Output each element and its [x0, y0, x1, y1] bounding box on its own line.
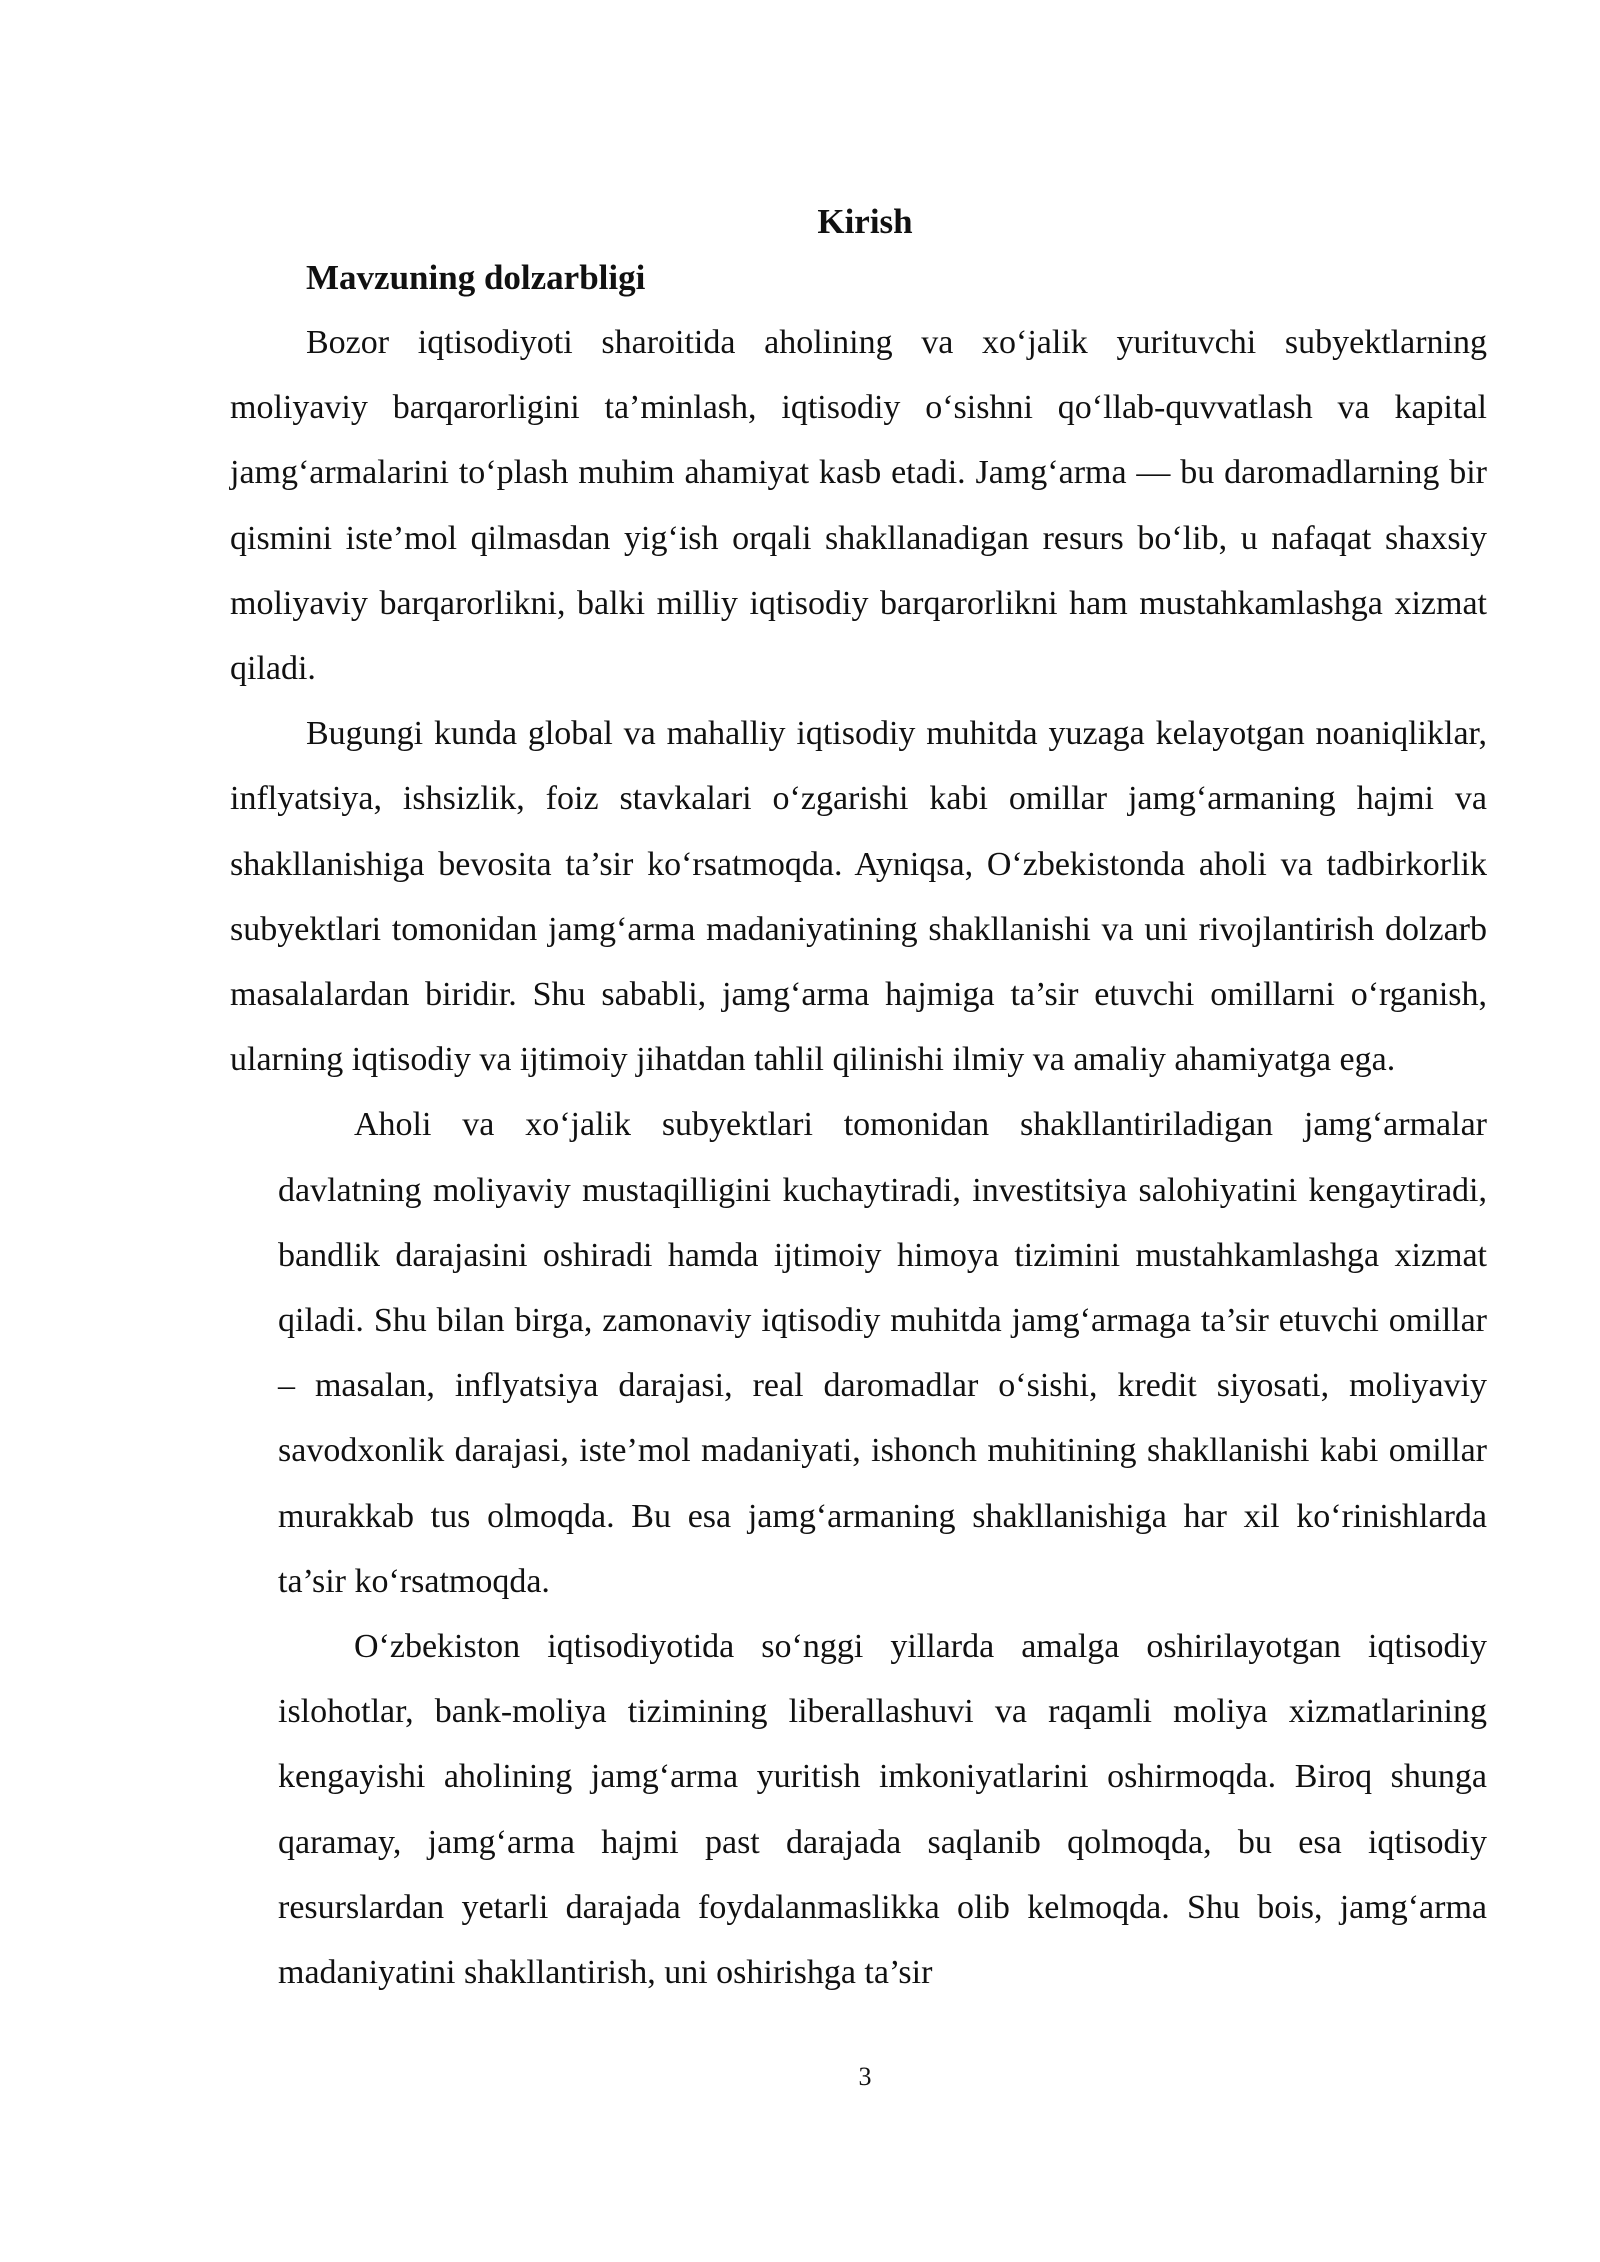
page-number: 3: [858, 2062, 872, 2091]
paragraph-1: Bozor iqtisodiyoti sharoitida aholining va xo‘jalik yurituvchi subyektlarning moliyaviy barqarorligini ta’minlash, iqtisodiy o‘sishni qo‘llab-quvvatlash va kapital jamg‘armalarini to‘plash muhim ahamiyat kasb etadi. Jamg‘arma — bu daromadlarning bir qismini iste’mol qilmasdan yig‘ish orqali shakllanadigan resurs bo‘lib, u nafaqat shaxsiy moliyaviy barqarorlikni, balki milliy iqtisodiy barqarorlikni ham mustahkamlashga xizmat qiladi.: [230, 324, 1487, 688]
document-title: Kirish: [817, 202, 913, 241]
section-heading: Mavzuning dolzarbligi: [306, 258, 646, 297]
paragraph-3: Aholi va xo‘jalik subyektlari tomonidan shakllantiriladigan jamg‘armalar davlatning moliyaviy mustaqilligini kuchaytiradi, investitsiya salohiyatini kengaytiradi, bandlik darajasini oshiradi hamda ijtimoiy himoya tizimini mustahkamlashga xizmat qiladi. Shu bilan birga, zamonaviy iqtisodiy muhitda jamg‘armaga ta’sir etuvchi omillar – masalan, inflyatsiya darajasi, real daromadlar o‘sishi, kredit siyosati, moliyaviy savodxonlik darajasi, iste’mol madaniyati, ishonch muhitining shakllanishi kabi omillar murakkab tus olmoqda. Bu esa jamg‘armaning shakllanishiga har xil ko‘rinishlarda ta’sir ko‘rsatmoqda.: [278, 1106, 1487, 1600]
paragraph-4: O‘zbekiston iqtisodiyotida so‘nggi yillarda amalga oshirilayotgan iqtisodiy islohotlar, bank-moliya tizimining liberallashuvi va raqamli moliya xizmatlarining kengayishi aholining jamg‘arma yuritish imkoniyatlarini oshirmoqda. Biroq shunga qaramay, jamg‘arma hajmi past darajada saqlanib qolmoqda, bu esa iqtisodiy resurslardan yetarli darajada foydalanmaslikka olib kelmoqda. Shu bois, jamg‘arma madaniyatini shakllantirish, uni oshirishga ta’sir: [278, 1628, 1487, 1992]
body-text: [230, 310, 1487, 2005]
paragraph-2: Bugungi kunda global va mahalliy iqtisodiy muhitda yuzaga kelayotgan noaniqliklar, inflyatsiya, ishsizlik, foiz stavkalari o‘zgarishi kabi omillar jamg‘armaning hajmi va shakllanishiga bevosita ta’sir ko‘rsatmoqda. Ayniqsa, O‘zbekistonda aholi va tadbirkorlik subyektlari tomonidan jamg‘arma madaniyatining shakllanishi va uni rivojlantirish dolzarb masalalardan biridir. Shu sababli, jamg‘arma hajmiga ta’sir etuvchi omillarni o‘rganish, ularning iqtisodiy va ijtimoiy jihatdan tahlil qilinishi ilmiy va amaliy ahamiyatga ega.: [230, 715, 1487, 1079]
